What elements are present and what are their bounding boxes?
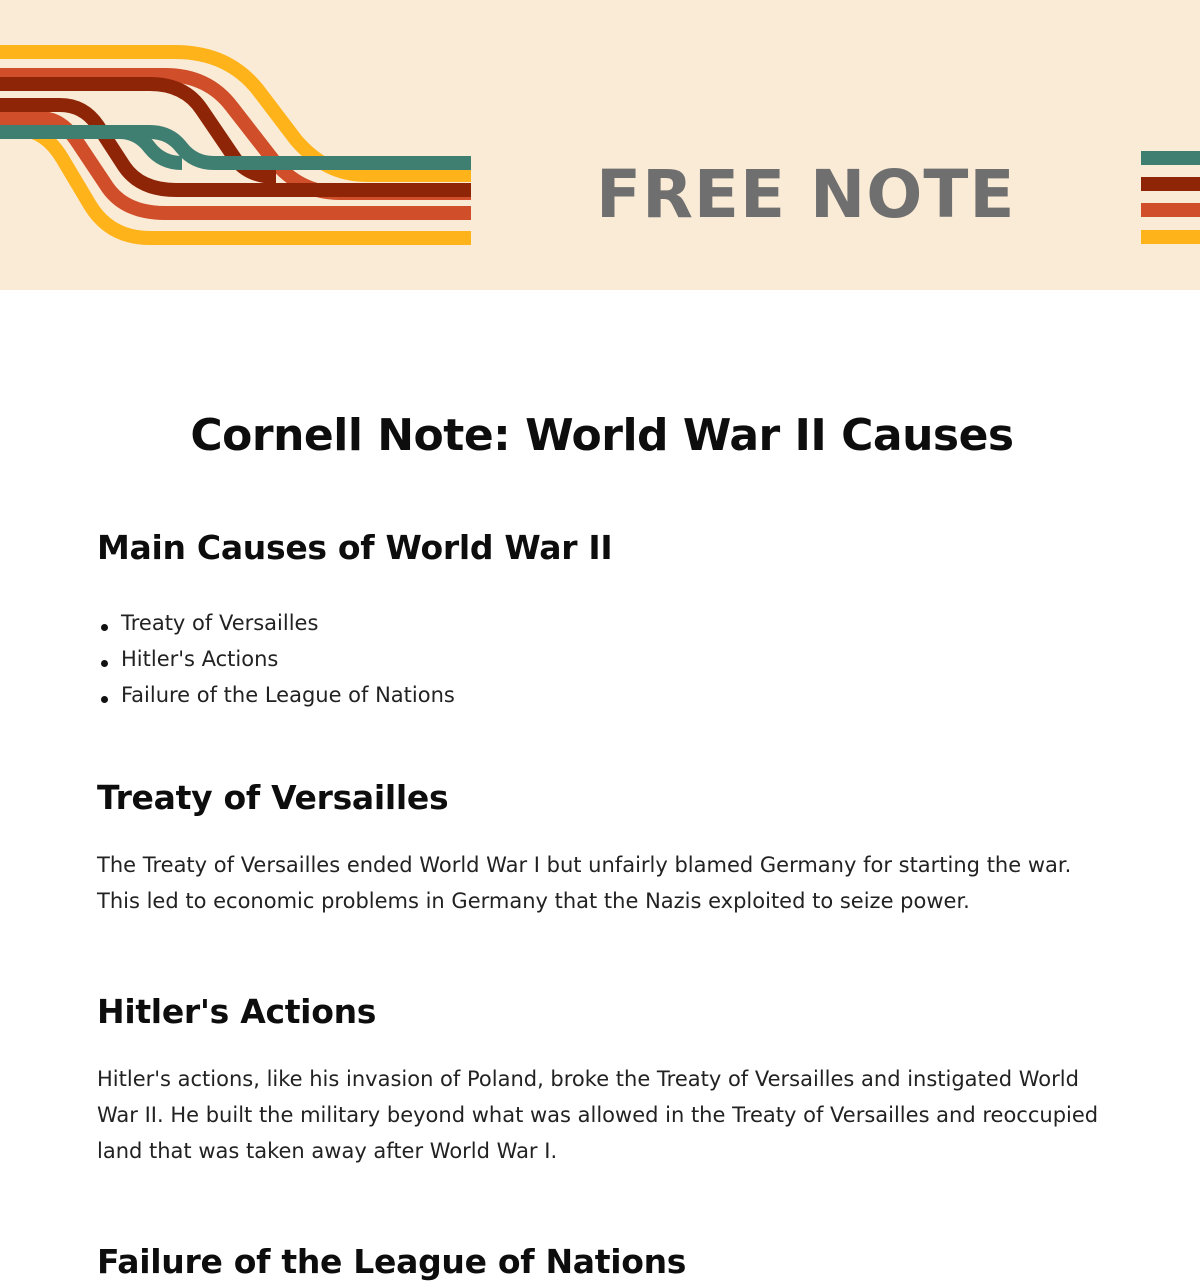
list-item: Failure of the League of Nations [97, 677, 1107, 713]
section-paragraph: Hitler's actions, like his invasion of Poland, broke the Treaty of Versailles and instigated World War II. He built the military beyond what was allowed in the Treaty of Versailles and reoccupied land that was taken away after World War I. [97, 1067, 1099, 1163]
list-item: Treaty of Versailles [97, 605, 1107, 641]
list-item: Hitler's Actions [97, 641, 1107, 677]
header-banner [0, 0, 1200, 290]
section-heading: Failure of the League of Nations [97, 1242, 687, 1281]
bullet-icon [101, 696, 108, 703]
section-hitlers-actions [97, 989, 1107, 1169]
section-treaty-of-versailles [97, 775, 1107, 919]
bullet-icon [101, 624, 108, 631]
section-heading: Treaty of Versailles [97, 778, 449, 817]
banner-title: FREE NOTE [596, 156, 1016, 233]
bullet-icon [101, 660, 108, 667]
section-heading: Hitler's Actions [97, 992, 377, 1031]
note-content [97, 405, 1107, 1285]
section-league-of-nations [97, 1239, 1107, 1285]
retro-stripes-graphic [0, 0, 1200, 290]
causes-list [97, 605, 1107, 713]
section-main-causes [97, 525, 1107, 713]
section-heading: Main Causes of World War II [97, 528, 613, 567]
document-title: Cornell Note: World War II Causes [190, 410, 1014, 461]
section-paragraph: The Treaty of Versailles ended World War I but unfairly blamed Germany for starting the war. This led to economic problems in Germany that the Nazis exploited to seize power. [97, 853, 1072, 913]
